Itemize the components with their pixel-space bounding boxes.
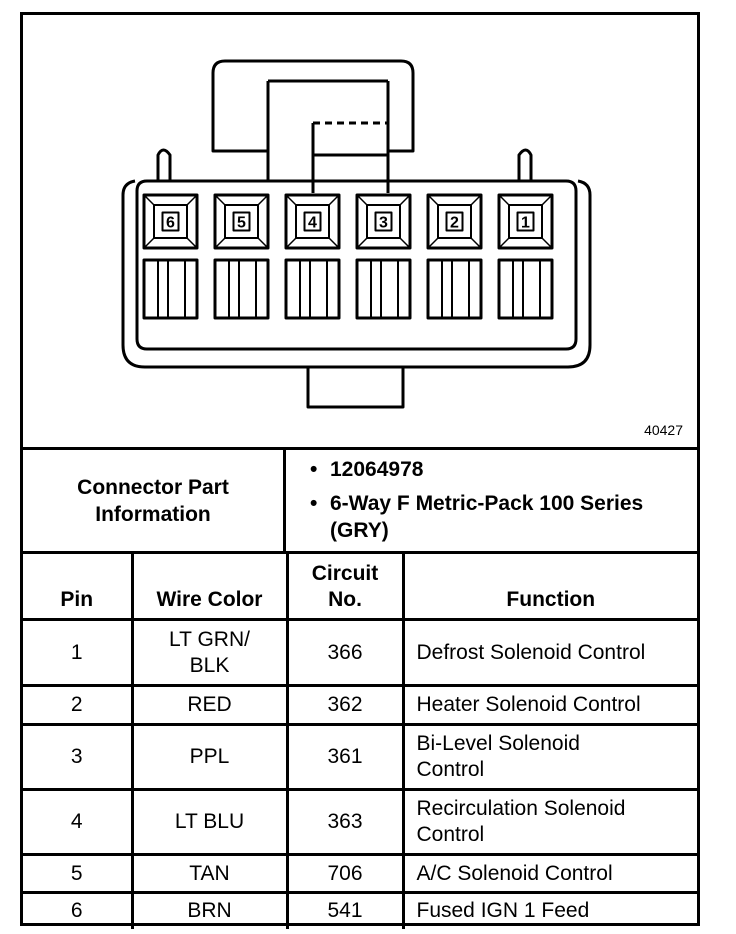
figure-number: 40427: [644, 422, 683, 438]
part-info-label-text: Connector Part Information: [77, 475, 229, 526]
pin-cell: 4: [23, 790, 132, 855]
terminal-slot: [357, 260, 410, 318]
terminal-slot: [499, 260, 552, 318]
pin-cavity: [215, 195, 268, 248]
function-text: Recirculation Solenoid Control: [416, 797, 626, 846]
function-cell: [403, 790, 697, 855]
header-circuit: [287, 553, 403, 620]
pin-number-label: 5: [237, 214, 246, 232]
header-function: Function: [403, 553, 697, 620]
function-cell: Heater Solenoid Control: [403, 686, 697, 725]
header-pin: Pin: [23, 553, 132, 620]
wire-color-cell: [132, 620, 287, 686]
wire-color-cell: RED: [132, 686, 287, 725]
table-row: [23, 686, 697, 725]
pin-cell: 3: [23, 725, 132, 790]
pin-cavity: [428, 195, 481, 248]
pin-cell: 5: [23, 855, 132, 893]
pin-cell: 2: [23, 686, 132, 725]
connector-drawing: [23, 15, 697, 447]
function-text: Bi-Level Solenoid Control: [416, 732, 580, 781]
table-row: [23, 855, 697, 893]
circuit-cell: 366: [287, 620, 403, 686]
part-info-list: [306, 456, 686, 551]
wire-color-cell: PPL: [132, 725, 287, 790]
part-info-row: [23, 447, 697, 551]
pin-number-label: 2: [450, 214, 459, 232]
header-wire-color: Wire Color: [132, 553, 287, 620]
bottom-key: [308, 367, 403, 407]
terminal-slot: [428, 260, 481, 318]
pin-cell: 6: [23, 893, 132, 929]
circuit-cell: 361: [287, 725, 403, 790]
pin-cavity: [357, 195, 410, 248]
wire-color-cell: LT BLU: [132, 790, 287, 855]
wire-color-cell: TAN: [132, 855, 287, 893]
pin-cells: [144, 195, 552, 248]
table-row: [23, 790, 697, 855]
latch-housing: [213, 61, 413, 193]
pin-slots: [144, 260, 552, 318]
wire-color-cell: BRN: [132, 893, 287, 929]
part-number: • 12064978: [306, 456, 686, 483]
pin-number-label: 3: [379, 214, 388, 232]
connector-diagram: [23, 15, 697, 447]
circuit-cell: 541: [287, 893, 403, 929]
function-cell: [403, 725, 697, 790]
part-description: • 6-Way F Metric-Pack 100 Series (GRY): [306, 490, 686, 544]
right-tab: [519, 150, 531, 181]
pin-number-label: 4: [308, 214, 317, 232]
header-circuit-text: Circuit No.: [311, 562, 379, 611]
function-cell: Defrost Solenoid Control: [403, 620, 697, 686]
part-info-label: [23, 450, 286, 551]
pin-number-label: 6: [166, 214, 175, 232]
terminal-slot: [215, 260, 268, 318]
pin-cell: 1: [23, 620, 132, 686]
pin-cavity: [499, 195, 552, 248]
terminal-slot: [144, 260, 197, 318]
circuit-cell: 706: [287, 855, 403, 893]
function-cell: A/C Solenoid Control: [403, 855, 697, 893]
table-row: [23, 725, 697, 790]
pin-number-label: 1: [521, 214, 530, 232]
pin-cavity: [286, 195, 339, 248]
terminal-slot: [286, 260, 339, 318]
connector-figure: [20, 12, 700, 926]
table-row: [23, 893, 697, 929]
pin-table: [23, 551, 697, 929]
table-row: [23, 620, 697, 686]
circuit-cell: 363: [287, 790, 403, 855]
circuit-cell: 362: [287, 686, 403, 725]
wire-color-text: LT GRN/ BLK: [169, 627, 250, 677]
left-tab: [158, 150, 170, 181]
function-cell: Fused IGN 1 Feed: [403, 893, 697, 929]
table-header-row: [23, 553, 697, 620]
pin-cavity: [144, 195, 197, 248]
